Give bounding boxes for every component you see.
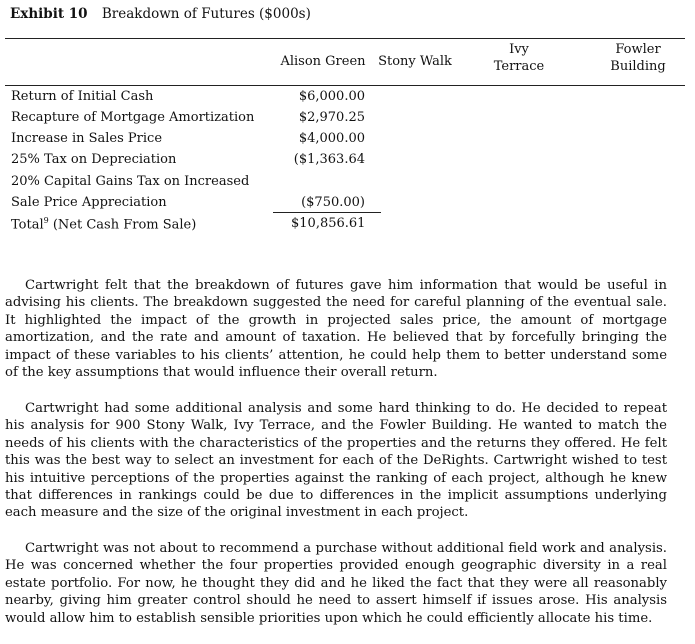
col-header-ivy-line2: Terrace xyxy=(493,59,545,74)
col-header-ivy-line1: Ivy xyxy=(509,42,529,57)
row-label: 20% Capital Gains Tax on Increased xyxy=(11,174,250,189)
col-header-fowler-line1: Fowler xyxy=(615,42,661,57)
col-header-stony-walk: Stony Walk xyxy=(378,54,452,69)
futures-table xyxy=(5,38,685,233)
total-label-suffix: (Net Cash From Sale) xyxy=(48,217,197,233)
row-label: Increase in Sales Price xyxy=(11,131,163,146)
exhibit-header xyxy=(10,6,311,22)
table-row xyxy=(5,87,685,108)
total-value: $10,856.61 xyxy=(291,216,366,231)
row-label: Sale Price Appreciation xyxy=(11,195,167,210)
row-value: $6,000.00 xyxy=(298,89,365,104)
table-row xyxy=(5,129,685,150)
col-header-alison-green: Alison Green xyxy=(280,54,366,69)
table-row xyxy=(5,193,685,214)
row-value: ($750.00) xyxy=(301,195,365,210)
table-header xyxy=(5,39,685,86)
table-row xyxy=(5,150,685,171)
row-value: $4,000.00 xyxy=(298,131,365,146)
exhibit-label: Exhibit 10 xyxy=(10,6,88,22)
total-rule xyxy=(273,212,381,213)
paragraph-1: Cartwright felt that the breakdown of futures gave him information that would be useful in advising his clients. The breakdown suggested the need for careful planning of the eventual sale. It highlighted the impact of the growth in projected sales price, the amount of mortgage amortization, and the rate and amount of taxation. He believed that by forcefully bringing the impact of these variables to his clients’ attention, he could help them to better understand some of the key assumptions that would influence their overall return. xyxy=(5,278,667,381)
exhibit-title: Breakdown of Futures ($000s) xyxy=(101,6,311,22)
total-label xyxy=(11,216,196,232)
col-header-fowler-line2: Building xyxy=(610,59,666,74)
table-row-total xyxy=(5,214,685,235)
paragraph-3: Cartwright was not about to recommend a purchase without additional field work and analysis. He was concerned whether the four properties provided enough geographic diversity in a real estate portfolio. For now, he thought they did and he liked the fact that they were all reasonably nearby, giving him greater control should he need to assert himself if issues arose. His analysis would allow him to establish sensible priorities upon which he could efficiently allocate his time. xyxy=(5,541,667,626)
paragraph-2: Cartwright had some additional analysis and some hard thinking to do. He decided to repeat his analysis for 900 Stony Walk, Ivy Terrace, and the Fowler Building. He wanted to match the needs of his clients with the characteristics of the properties and the returns they offered. He felt this was the best way to select an investment for each of the DeRights. Cartwright wished to test his intuitive perceptions of the properties against the ranking of each project, although he knew that differences in rankings could be due to differences in the implicit assumptions underlying each measure and the size of the original investment in each project. xyxy=(5,401,667,521)
total-label-text: Total xyxy=(11,217,44,233)
col-header-ivy-terrace xyxy=(487,41,551,75)
row-value: $2,970.25 xyxy=(298,110,365,125)
row-label: Return of Initial Cash xyxy=(11,89,154,104)
footnote-marker: 9 xyxy=(43,216,49,225)
col-header-fowler-building xyxy=(601,41,675,75)
table-row xyxy=(5,172,685,193)
row-label: Recapture of Mortgage Amortization xyxy=(11,110,255,125)
row-label: 25% Tax on Depreciation xyxy=(11,152,177,167)
row-value: ($1,363.64 xyxy=(293,152,365,167)
table-row xyxy=(5,108,685,129)
